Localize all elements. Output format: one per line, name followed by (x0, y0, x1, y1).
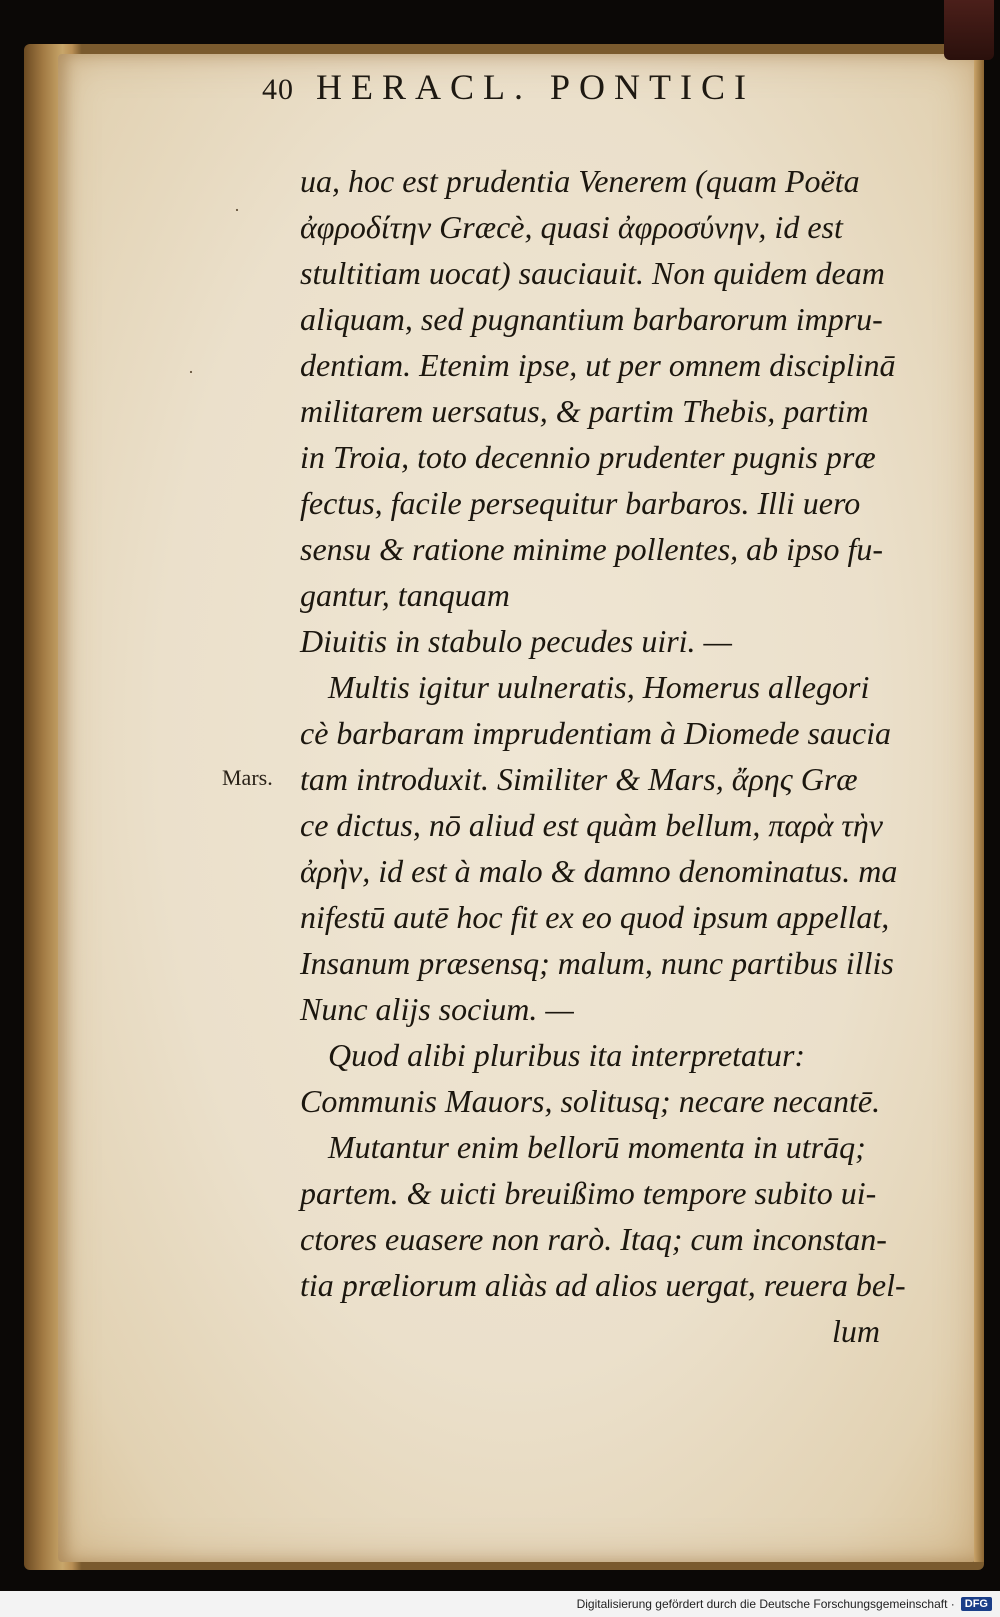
text-line: stultitiam uocat) sauciauit. Non quidem deam (300, 255, 885, 291)
text-line: militarem uersatus, & partim Thebis, partim (300, 393, 869, 429)
text-line: ἀφροδίτην Græcè, quasi ἀφροσύνην, id est (300, 209, 843, 245)
footer-credit: Digitalisierung gefördert durch die Deutsche Forschungsgemeinschaft · (576, 1597, 955, 1611)
text-line: in Troia, toto decennio prudenter pugnis præ (300, 439, 876, 475)
dfg-logo: DFG (961, 1597, 992, 1611)
text-line: ce dictus, nō aliud est quàm bellum, παρὰ τὴν (300, 807, 883, 843)
verse-line: Communis Mauors, solitusq; necare necantē. (300, 1083, 881, 1119)
text-line: ctores euasere non rarò. Itaq; cum inconstan- (300, 1221, 887, 1257)
text-line: aliquam, sed pugnantium barbarorum impru- (300, 301, 883, 337)
text-line: ua, hoc est prudentia Venerem (quam Poëta (300, 163, 860, 199)
text-line: tia præliorum aliàs ad alios uergat, reuera bel- (300, 1267, 906, 1303)
text-line: ἀρὴν, id est à malo & damno denominatus. ma (300, 853, 898, 889)
text-line: cè barbaram imprudentiam à Diomede saucia (300, 715, 892, 751)
text-line: Mutantur enim bellorū momenta in utrāq; (328, 1129, 866, 1165)
page-number: 40 (262, 73, 294, 106)
running-header (262, 66, 922, 108)
running-title: HERACL. PONTICI (316, 67, 755, 107)
text-line: Multis igitur uulneratis, Homerus allegori (328, 669, 870, 705)
text-line: gantur, tanquam (300, 577, 510, 613)
catchword: lum (832, 1313, 880, 1349)
text-line: nifestū autē hoc fit ex eo quod ipsum appellat, (300, 899, 890, 935)
verse-line: Nunc alijs socium. — (300, 991, 574, 1027)
body-text (300, 158, 920, 1354)
page-edge (974, 54, 984, 1562)
text-line: sensu & ratione minime pollentes, ab ipso fu- (300, 531, 884, 567)
text-line: Quod alibi pluribus ita interpretatur: (328, 1037, 806, 1073)
verse-line: Insanum præsensq; malum, nunc partibus illis (300, 945, 894, 981)
binding-tab (944, 0, 994, 60)
text-line: partem. & uicti breuißimo tempore subito ui- (300, 1175, 877, 1211)
text-line: tam introduxit. Similiter & Mars, ἄρης Græ (300, 761, 858, 797)
text-line: fectus, facile persequitur barbaros. Illi uero (300, 485, 861, 521)
verse-line: Diuitis in stabulo pecudes uiri. — (300, 623, 732, 659)
ink-speck: · (188, 362, 194, 382)
ink-speck: · (234, 200, 240, 220)
margin-note: Mars. (222, 765, 273, 790)
digitization-footer (0, 1591, 1000, 1617)
text-line: dentiam. Etenim ipse, ut per omnem disciplinā (300, 347, 896, 383)
